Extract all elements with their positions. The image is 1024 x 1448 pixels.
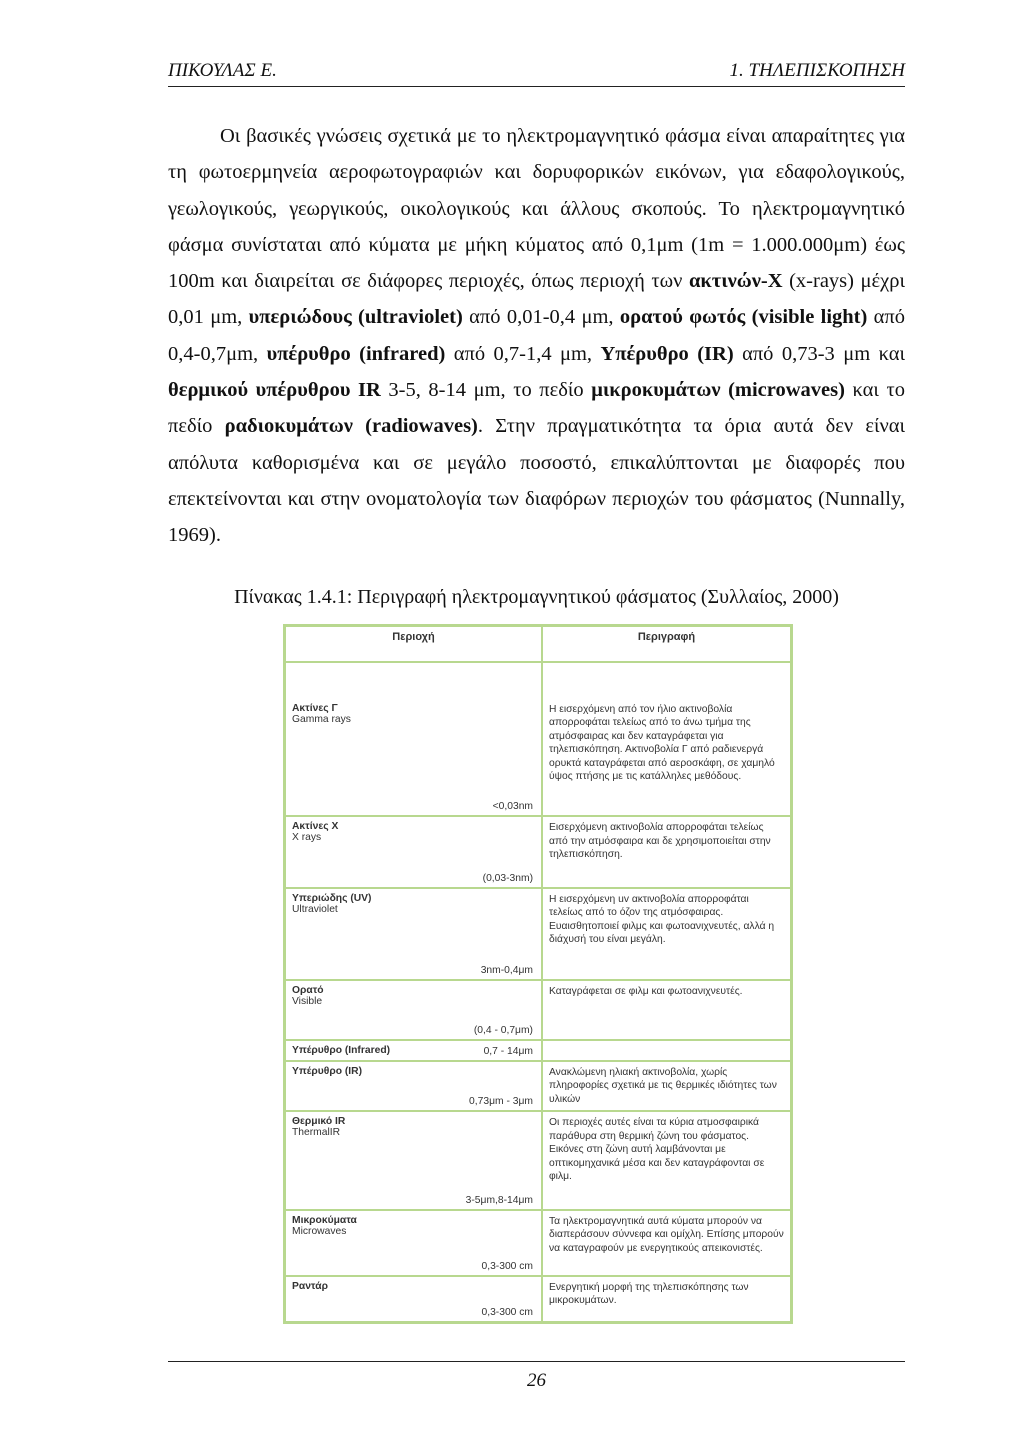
region-english-name: ThermalIR xyxy=(292,1127,341,1139)
region-cell xyxy=(286,1276,542,1321)
table-row xyxy=(286,699,790,816)
table-row xyxy=(286,1061,790,1112)
region-name: Μικροκύματα xyxy=(292,1214,357,1226)
term-ultraviolet: υπεριώδους (ultraviolet) xyxy=(248,306,463,329)
table-row xyxy=(286,888,790,980)
region-cell xyxy=(286,816,542,888)
spectrum-table xyxy=(286,627,790,1321)
table-row xyxy=(286,1276,790,1321)
region-name: Ορατό xyxy=(292,985,324,997)
table-row xyxy=(286,1040,790,1061)
description-cell: Ανακλώμενη ηλιακή ακτινοβολία, χωρίς πληροφορίες σχετικά με τις θερμικές ιδιότητες των υλικών xyxy=(549,1066,777,1105)
wavelength-range: <0,03nm xyxy=(492,801,533,813)
table-body xyxy=(286,699,790,1321)
region-cell xyxy=(286,888,542,980)
spectrum-table-image xyxy=(283,624,793,1324)
table-header-row xyxy=(286,627,790,662)
description-cell: Ενεργητική μορφή της τηλεπισκόπησης των μικροκυμάτων. xyxy=(549,1281,749,1307)
page-footer xyxy=(168,1361,905,1392)
column-header-region: Περιοχή xyxy=(286,627,542,662)
description-cell: Εισερχόμενη ακτινοβολία απορροφάται τελείως από την ατμόσφαιρα και δε χρησιμοποιείται στην τηλεπισκόπηση. xyxy=(549,822,771,861)
region-name: Ραντάρ xyxy=(292,1280,328,1292)
table-row xyxy=(286,816,790,888)
region-name: Ακτίνες Χ xyxy=(292,821,339,833)
body-paragraph xyxy=(168,118,905,554)
term-thermal-ir: θερμικού υπέρυθρου IR xyxy=(168,379,381,402)
paragraph-text: Οι βασικές γνώσεις σχετικά με το ηλεκτρομαγνητικό φάσμα είναι απαραίτητες για τη φωτοερμηνεία αεροφωτογραφιών και δορυφορικών εικόνων, για εδαφολογικούς, γεωλογικούς, γεωργικούς, οικολογικούς και άλλους σκοπούς. Το ηλεκτρομαγνητικό φάσμα συνίσταται από κύματα με μήκη κύματος από 0,1μm (1m = 1.000.000μm) έως 100m και διαιρείται σε διάφορες περιοχές, όπως περιοχή των ακτινών-Χ (x-rays) μέχρι 0,01 μm, υπεριώδους (ultraviolet) από 0,01-0,4 μm, ορατού φωτός (visible light) από 0,4-0,7μm, υπέρυθρο (infrared) από 0,7-1,4 μm, Υπέρυθρο (IR) από 0,73-3 μm και θερμικού υπέρυθρου IR 3-5, 8-14 μm, το πεδίο μικροκυμάτων (microwaves) και το πεδίο ραδιοκυμάτων (radiowaves). Στην πραγματικότητα τα όρια αυτά δεν είναι απόλυτα καθορισμένα και σε μεγάλο ποσοστό, επικαλύπτονται με διαφορές που επεκτείνονται και στην ονοματολογία των διαφόρων περιοχών του φάσματος (Nunnally, 1969). xyxy=(168,125,906,547)
region-name: Υπέρυθρο (IR) xyxy=(292,1065,363,1077)
table-spacer-row xyxy=(286,662,790,699)
table-row xyxy=(286,1210,790,1276)
region-name: Υπεριώδης (UV) xyxy=(292,892,372,904)
wavelength-range: (0,03-3nm) xyxy=(482,872,533,884)
region-english-name: Gamma rays xyxy=(292,713,351,725)
region-english-name: Microwaves xyxy=(292,1225,347,1237)
page-header xyxy=(168,58,905,87)
term-xrays: ακτινών-Χ xyxy=(688,270,783,293)
header-author: ΠΙΚΟΥΛΑΣ Ε. xyxy=(168,60,277,81)
region-cell xyxy=(286,980,542,1040)
wavelength-range: 0,73μm - 3μm xyxy=(469,1096,533,1108)
page-number: 26 xyxy=(527,1370,546,1391)
region-name: Ακτίνες Γ xyxy=(292,702,338,714)
description-cell: Η εισερχόμενη uv ακτινοβολία απορροφάται τελείως από το όζον της ατμόσφαιρας. Ευαισθητοποιεί φιλμς και φωτοανιχνευτές, αλλά η διάχυσή του είναι μεγάλη. xyxy=(549,893,775,946)
region-cell xyxy=(286,699,542,816)
wavelength-range: (0,4 - 0,7μm) xyxy=(473,1024,533,1036)
wavelength-range: 3nm-0,4μm xyxy=(480,965,533,977)
term-visible: ορατού φωτός (visible light) xyxy=(619,306,868,329)
table-row xyxy=(286,1111,790,1210)
header-chapter: 1. ΤΗΛΕΠΙΣΚΟΠΗΣΗ xyxy=(729,60,905,81)
wavelength-range: 0,3-300 cm xyxy=(481,1260,533,1272)
table-caption: Πίνακας 1.4.1: Περιγραφή ηλεκτρομαγνητικού φάσματος (Συλλαίος, 2000) xyxy=(234,586,839,608)
description-cell xyxy=(542,1040,790,1061)
term-microwaves: μικροκυμάτων (microwaves) xyxy=(591,379,845,402)
term-infrared: υπέρυθρο (infrared) xyxy=(266,342,446,365)
term-radiowaves: ραδιοκυμάτων (radiowaves) xyxy=(224,415,478,438)
wavelength-range: 0,3-300 cm xyxy=(481,1307,533,1318)
region-english-name: X rays xyxy=(292,832,322,844)
description-cell: Τα ηλεκτρομαγνητικά αυτά κύματα μπορούν να διαπεράσουν σύννεφα και ομίχλη. Επίσης μπορούν να καταγραφούν με ενεργητικούς απεικονιστές. xyxy=(549,1215,784,1254)
table-row xyxy=(286,980,790,1040)
region-cell xyxy=(286,1111,542,1210)
region-english-name: Ultraviolet xyxy=(292,903,338,915)
region-cell xyxy=(286,1061,542,1112)
region-english-name: Visible xyxy=(292,996,323,1008)
region-name: Θερμικό IR xyxy=(292,1116,346,1128)
region-cell xyxy=(286,1040,542,1061)
region-cell xyxy=(286,1210,542,1276)
description-cell: Η εισερχόμενη από τον ήλιο ακτινοβολία απορροφάται τελείως από το άνω τμήμα της ατμόσφαιρας και δεν καταγράφεται για τηλεπισκόπηση. Ακτινοβολία Γ από ραδιενεργά ορυκτά καταγράφεται από αεροσκάφη, σε χαμηλό ύψος πτήσης με τις κατάλληλες μεθόδους. xyxy=(549,703,775,783)
wavelength-range: 0,7 - 14μm xyxy=(483,1045,533,1057)
column-header-description: Περιγραφή xyxy=(637,631,696,643)
wavelength-range: 3-5μm,8-14μm xyxy=(465,1194,533,1206)
term-ir: Υπέρυθρο (IR) xyxy=(600,342,734,365)
description-cell: Οι περιοχές αυτές είναι τα κύρια ατμοσφαιρικά παράθυρα στη θερμική ζώνη του φάσματος. Εικόνες στη ζώνη αυτή λαμβάνονται με οπτικομηχανικά μέσα και δεν καταγράφονται σε φιλμ. xyxy=(549,1117,765,1183)
region-name: Υπέρυθρο (Infrared) xyxy=(292,1044,391,1056)
description-cell: Καταγράφεται σε φιλμ και φωτοανιχνευτές. xyxy=(549,986,743,998)
